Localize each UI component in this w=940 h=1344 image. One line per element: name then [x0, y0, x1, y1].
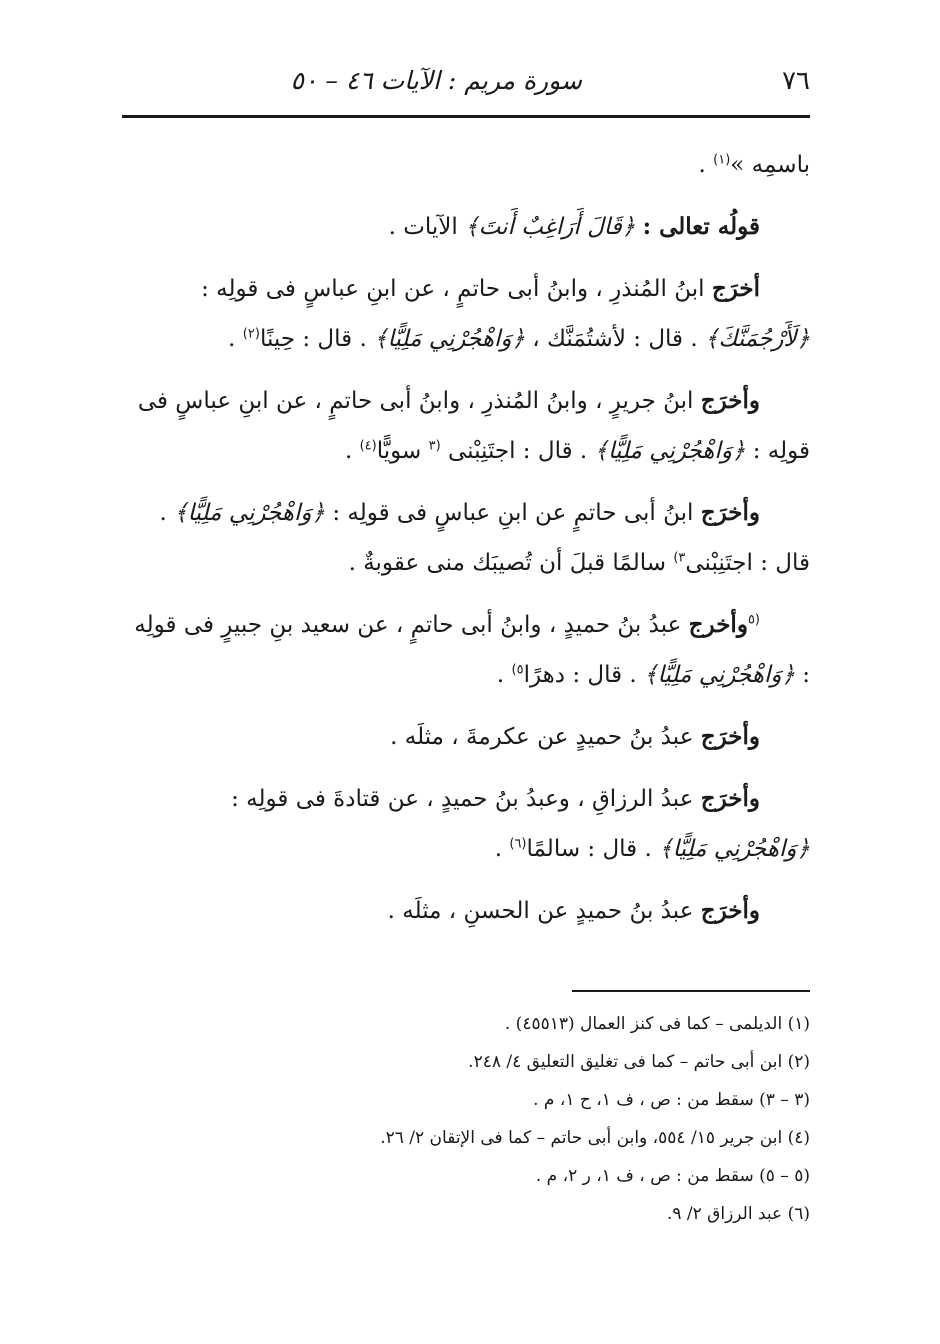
lead-word: وأخرَج — [700, 785, 760, 812]
text: عبدُ بنُ حميدٍ عن عكرمةَ ، مثلَه . — [390, 724, 701, 750]
text: باسمِه » — [730, 152, 810, 178]
running-title: سورة مريم : الآيات ٤٦ – ٥٠ — [290, 66, 582, 95]
footnote-ref: (٢) — [242, 326, 260, 342]
footnote-ref: (٥ — [747, 612, 760, 628]
footnote-ref: (٦) — [509, 836, 527, 852]
footnote-ref: ٥) — [511, 662, 524, 678]
footnote: (١) الديلمى – كما فى كنز العمال (٤٥٥١٣) . — [504, 1014, 810, 1034]
paragraph-heading — [130, 202, 810, 252]
footnote: (٥ – ٥) سقط من : ص ، ف ١، ر ٢، م . — [535, 1166, 810, 1186]
text: . قال : اجتَنِبْنى — [440, 438, 595, 464]
main-text — [130, 140, 810, 948]
text: عبدُ بنُ حميدٍ عن الحسنِ ، مثلَه . — [387, 898, 701, 924]
quran-verse: ﴿وَاهْجُرْنِي مَلِيًّا﴾ — [174, 500, 326, 526]
footnote: (٦) عبد الرزاق ٢/ ٩. — [666, 1204, 810, 1224]
lead-word: وأخرَج — [700, 387, 760, 414]
paragraph — [130, 886, 810, 936]
footnote-ref: (٤) — [359, 438, 377, 454]
footnote-ref: (٣ — [428, 438, 441, 454]
text: عبدُ الرزاقِ ، وعبدُ بنُ حميدٍ ، عن قتادةَ فى قولِه : — [231, 786, 701, 812]
text: ابنُ جريرٍ ، وابنُ المُنذرِ ، وابنُ أبى حاتمٍ ، عن ابنِ عباسٍ فى قولِه : — [137, 388, 810, 464]
lead-word: أخرَج — [711, 275, 760, 302]
heading-lead: قولُه تعالى : — [642, 213, 760, 240]
quran-verse: ﴿وَاهْجُرْنِي مَلِيًّا﴾ — [374, 326, 525, 352]
page-header — [122, 62, 810, 102]
text: . قال : حِينًا — [259, 326, 375, 352]
footnote-ref: ٣) — [673, 550, 686, 566]
text: . — [494, 836, 510, 862]
lead-word: وأخرَج — [700, 897, 760, 924]
paragraph — [130, 488, 810, 588]
quran-verse: ﴿قَالَ أَرَاغِبٌ أَنتَ﴾ — [465, 214, 643, 240]
footnote: (٤) ابن جرير ١٥/ ٥٥٤، وابن أبى حاتم – كما فى الإتقان ٢/ ٢٦. — [380, 1128, 810, 1148]
quran-verse: ﴿وَاهْجُرْنِي مَلِيًّا﴾ — [659, 836, 810, 862]
paragraph-continuation — [130, 140, 810, 190]
page-number: ٧٦ — [782, 66, 810, 96]
text: ابنُ المُنذرِ ، وابنُ أبى حاتمٍ ، عن ابنِ عباسٍ فى قولِه : — [201, 276, 712, 302]
paragraph — [130, 264, 810, 364]
text: ابنُ أبى حاتمٍ عن ابنِ عباسٍ فى قولِه : — [325, 500, 701, 526]
text: سويًّا — [376, 438, 429, 464]
footnotes — [130, 1005, 810, 1233]
text: . قال : دهرًا — [523, 662, 645, 688]
text: . — [344, 438, 360, 464]
text: . قال : اجتَنِبْنى — [159, 500, 810, 576]
lead-word: وأخرج — [688, 611, 748, 638]
text: . قال : سالمًا — [526, 836, 660, 862]
text: الآيات . — [388, 214, 466, 240]
text: . — [496, 662, 512, 688]
footnote-rule — [572, 990, 810, 992]
text: سالمًا قبلَ أن تُصيبَك منى عقوبةٌ . — [348, 550, 674, 576]
text: . — [228, 326, 243, 352]
text: . — [698, 152, 714, 178]
text: عبدُ بنُ حميدٍ ، وابنُ أبى حاتمٍ ، عن سعيد بنِ جبيرٍ فى قولِه : — [134, 612, 810, 688]
paragraph — [130, 376, 810, 476]
paragraph — [130, 600, 810, 700]
text: . قال : لأشتُمَنَّك ، — [524, 326, 705, 352]
paragraph — [130, 712, 810, 762]
paragraph — [130, 774, 810, 874]
footnote: (٢) ابن أبى حاتم – كما فى تغليق التعليق ٤/ ٢٤٨. — [468, 1052, 810, 1072]
quran-verse: ﴿وَاهْجُرْنِي مَلِيًّا﴾ — [644, 662, 795, 688]
quran-verse: ﴿لَأَرْجُمَنَّكَ﴾ — [704, 326, 810, 352]
lead-word: وأخرَج — [700, 499, 760, 526]
footnote-ref: (١) — [713, 152, 731, 168]
footnote: (٣ – ٣) سقط من : ص ، ف ١، ح ١، م . — [533, 1090, 810, 1110]
lead-word: وأخرَج — [700, 723, 760, 750]
header-rule — [122, 115, 810, 118]
quran-verse: ﴿وَاهْجُرْنِي مَلِيًّا﴾ — [594, 438, 746, 464]
